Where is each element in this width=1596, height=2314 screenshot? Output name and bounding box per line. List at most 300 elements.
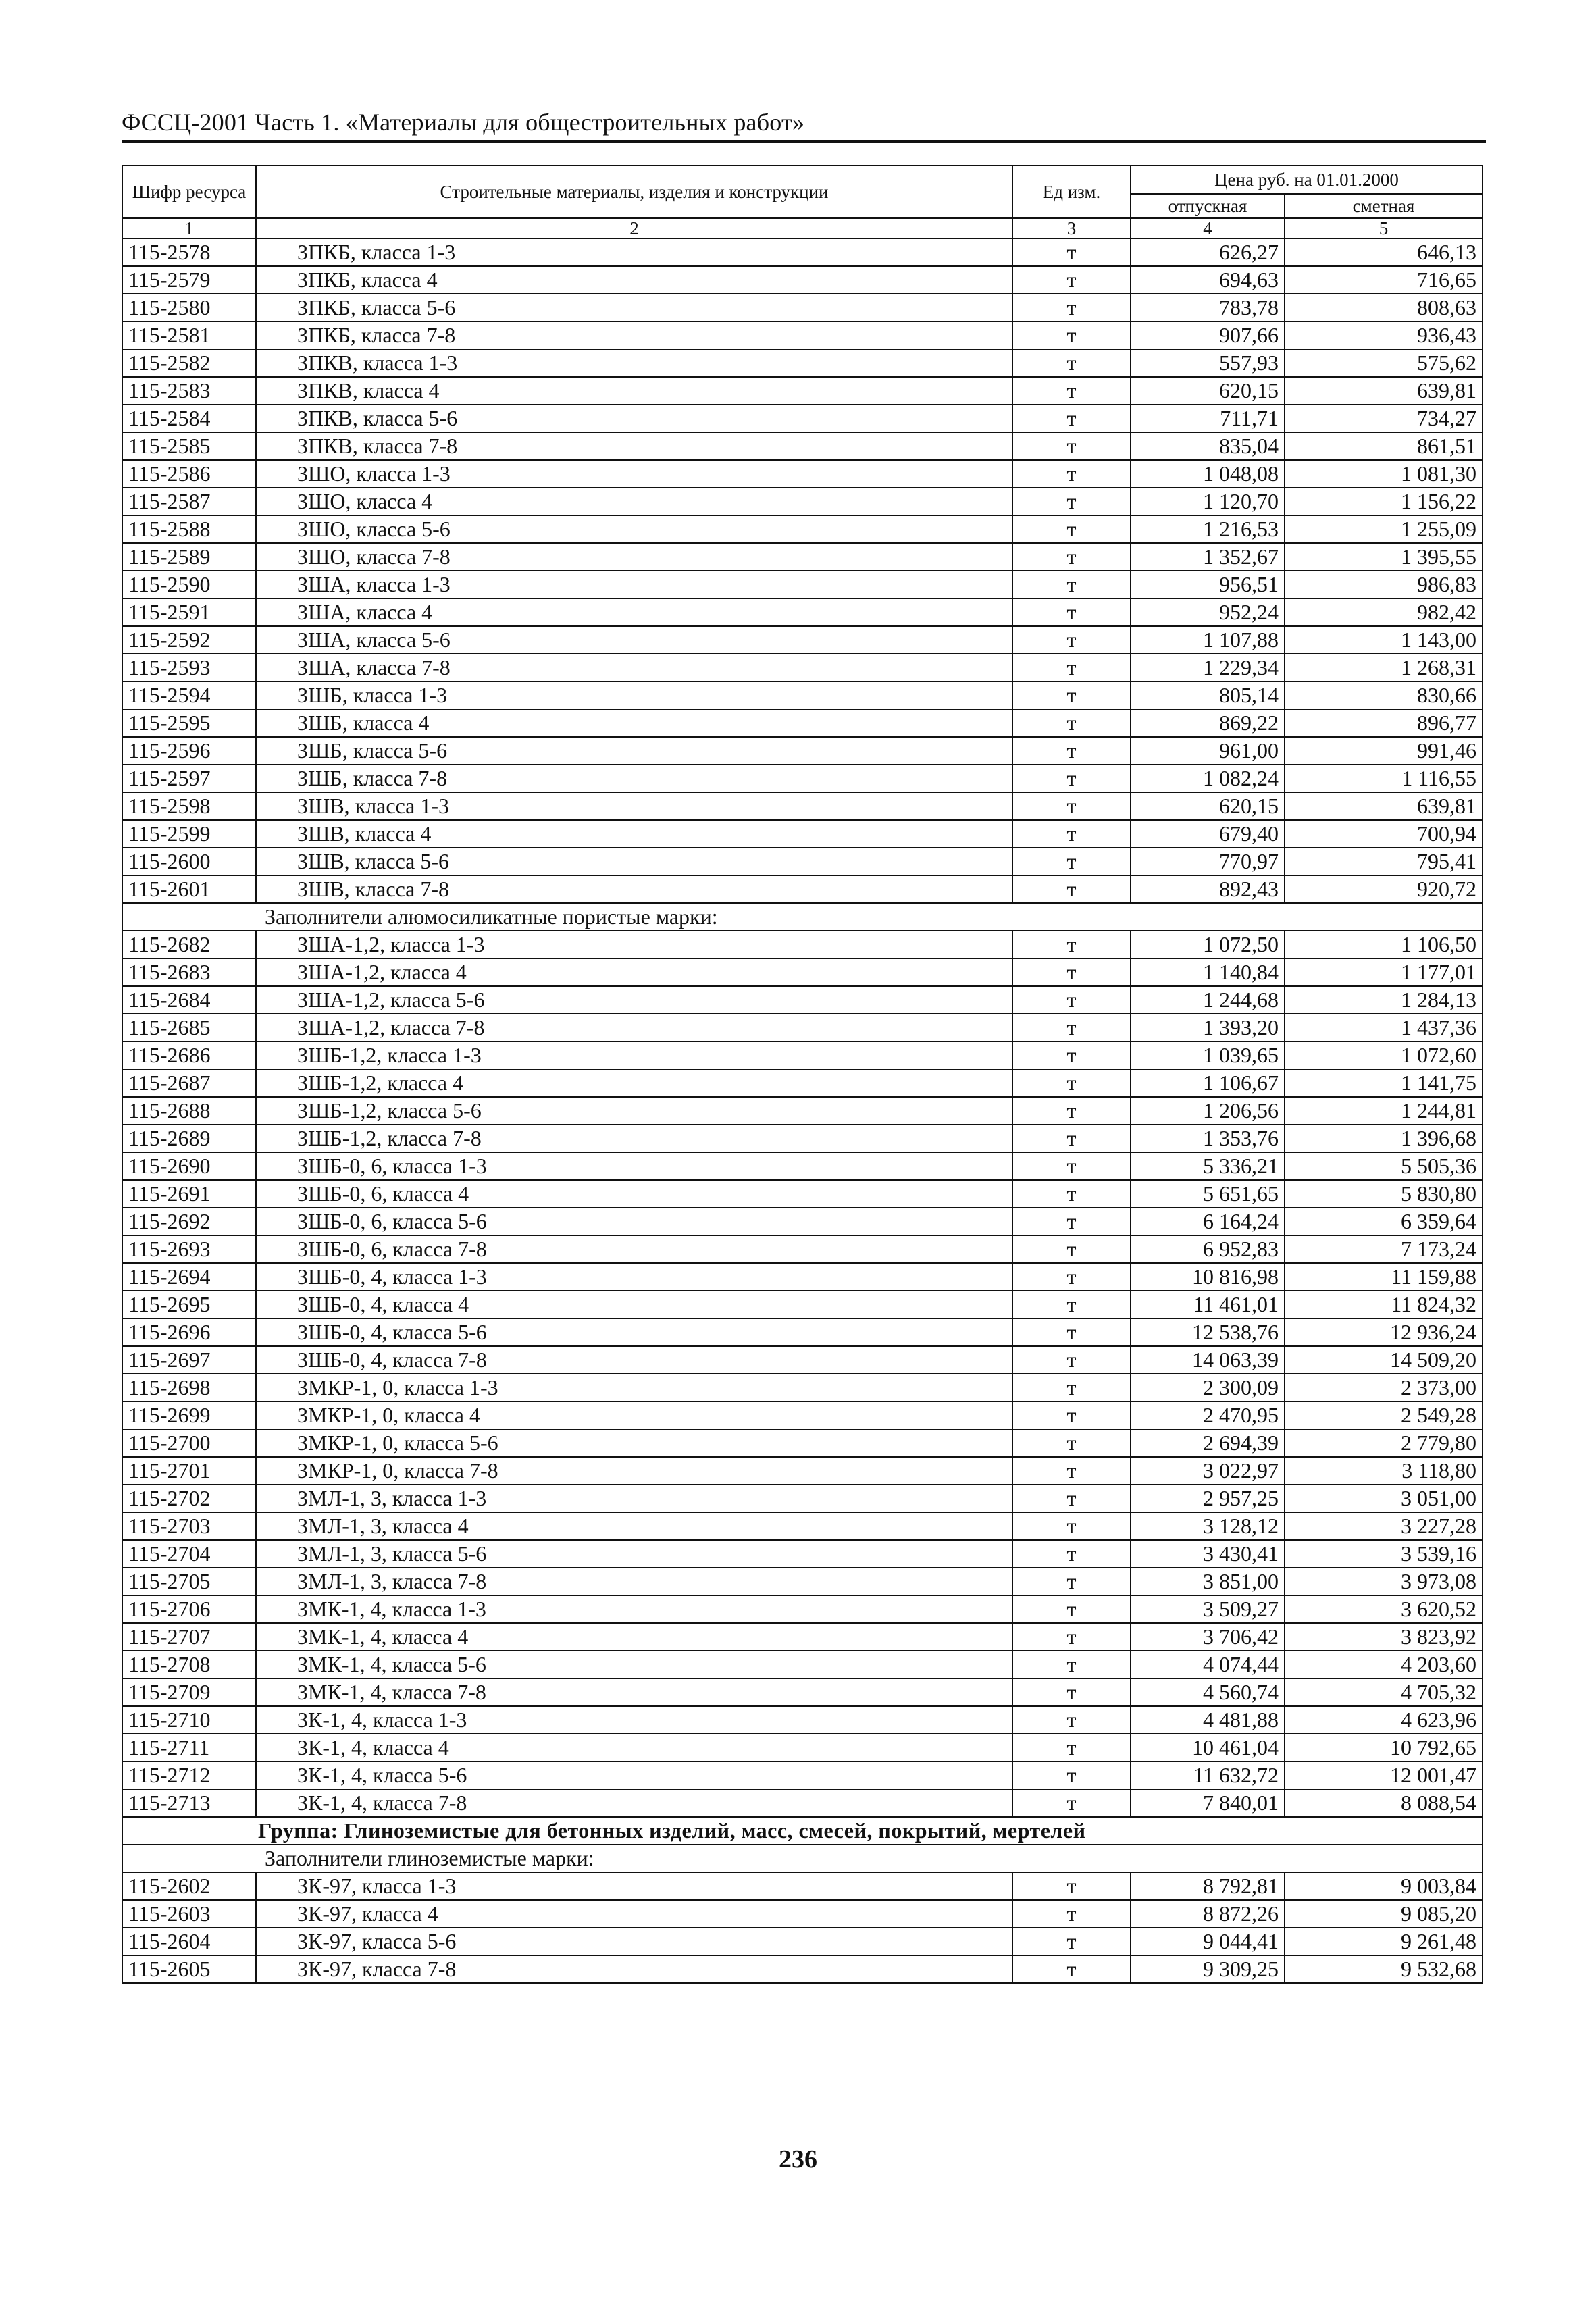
release-price: 1 244,68 <box>1131 986 1285 1014</box>
header-code: Шифр ресурса <box>122 165 256 218</box>
resource-code: 115-2592 <box>122 626 256 654</box>
estimate-price: 1 284,13 <box>1285 986 1483 1014</box>
resource-code: 115-2700 <box>122 1429 256 1457</box>
release-price: 620,15 <box>1131 377 1285 405</box>
resource-code: 115-2583 <box>122 377 256 405</box>
table-row <box>122 266 1483 294</box>
estimate-price: 3 620,52 <box>1285 1595 1483 1623</box>
table-row <box>122 654 1483 682</box>
material-name: ЗШБ-0, 4, класса 5-6 <box>256 1318 1012 1346</box>
material-name: ЗША, класса 7-8 <box>256 654 1012 682</box>
unit: т <box>1012 1512 1131 1540</box>
table-row <box>122 1512 1483 1540</box>
unit: т <box>1012 1374 1131 1402</box>
release-price: 1 120,70 <box>1131 488 1285 515</box>
material-name: ЗШБ-0, 6, класса 4 <box>256 1180 1012 1208</box>
material-name: ЗША-1,2, класса 7-8 <box>256 1014 1012 1042</box>
table-row <box>122 349 1483 377</box>
table-row <box>122 1263 1483 1291</box>
unit: т <box>1012 1152 1131 1180</box>
unit: т <box>1012 958 1131 986</box>
release-price: 8 872,26 <box>1131 1900 1285 1928</box>
material-name: ЗПКБ, класса 5-6 <box>256 294 1012 322</box>
table-row <box>122 1872 1483 1900</box>
table-row <box>122 1402 1483 1429</box>
table-row <box>122 765 1483 792</box>
unit: т <box>1012 1263 1131 1291</box>
unit: т <box>1012 1042 1131 1069</box>
table-row <box>122 737 1483 765</box>
unit: т <box>1012 1955 1131 1983</box>
estimate-price: 1 255,09 <box>1285 515 1483 543</box>
estimate-price: 9 003,84 <box>1285 1872 1483 1900</box>
material-name: ЗМК-1, 4, класса 1-3 <box>256 1595 1012 1623</box>
release-price: 1 352,67 <box>1131 543 1285 571</box>
material-name: ЗПКВ, класса 7-8 <box>256 432 1012 460</box>
release-price: 694,63 <box>1131 266 1285 294</box>
resource-code: 115-2688 <box>122 1097 256 1125</box>
unit: т <box>1012 598 1131 626</box>
table-row <box>122 571 1483 598</box>
resource-code: 115-2711 <box>122 1734 256 1762</box>
unit: т <box>1012 543 1131 571</box>
table-row <box>122 1429 1483 1457</box>
unit: т <box>1012 1180 1131 1208</box>
resource-code: 115-2684 <box>122 986 256 1014</box>
estimate-price: 11 159,88 <box>1285 1263 1483 1291</box>
material-name: ЗША-1,2, класса 4 <box>256 958 1012 986</box>
estimate-price: 920,72 <box>1285 875 1483 903</box>
table-row <box>122 515 1483 543</box>
estimate-price: 795,41 <box>1285 848 1483 875</box>
release-price: 4 560,74 <box>1131 1678 1285 1706</box>
release-price: 5 336,21 <box>1131 1152 1285 1180</box>
resource-code: 115-2692 <box>122 1208 256 1235</box>
resource-code: 115-2605 <box>122 1955 256 1983</box>
table-row <box>122 377 1483 405</box>
estimate-price: 2 549,28 <box>1285 1402 1483 1429</box>
table-body-part-3 <box>122 1872 1483 1983</box>
estimate-price: 700,94 <box>1285 820 1483 848</box>
release-price: 711,71 <box>1131 405 1285 432</box>
table-row <box>122 1651 1483 1678</box>
material-name: ЗМК-1, 4, класса 7-8 <box>256 1678 1012 1706</box>
release-price: 907,66 <box>1131 322 1285 349</box>
material-name: ЗК-97, класса 7-8 <box>256 1955 1012 1983</box>
estimate-price: 1 072,60 <box>1285 1042 1483 1069</box>
material-name: ЗША-1,2, класса 1-3 <box>256 931 1012 958</box>
unit: т <box>1012 349 1131 377</box>
release-price: 1 107,88 <box>1131 626 1285 654</box>
resource-code: 115-2705 <box>122 1568 256 1595</box>
unit: т <box>1012 1706 1131 1734</box>
table-row <box>122 543 1483 571</box>
estimate-price: 9 261,48 <box>1285 1928 1483 1955</box>
unit: т <box>1012 1623 1131 1651</box>
release-price: 1 140,84 <box>1131 958 1285 986</box>
material-name: ЗШБ-0, 4, класса 4 <box>256 1291 1012 1318</box>
estimate-price: 936,43 <box>1285 322 1483 349</box>
resource-code: 115-2710 <box>122 1706 256 1734</box>
estimate-price: 5 830,80 <box>1285 1180 1483 1208</box>
release-price: 956,51 <box>1131 571 1285 598</box>
estimate-price: 896,77 <box>1285 709 1483 737</box>
resource-code: 115-2590 <box>122 571 256 598</box>
section-row-container <box>122 903 1483 931</box>
unit: т <box>1012 1595 1131 1623</box>
unit: т <box>1012 875 1131 903</box>
table-row <box>122 1762 1483 1789</box>
table-row <box>122 1152 1483 1180</box>
resource-code: 115-2694 <box>122 1263 256 1291</box>
material-name: ЗШВ, класса 1-3 <box>256 792 1012 820</box>
table-row <box>122 294 1483 322</box>
table-row <box>122 238 1483 266</box>
material-name: ЗША, класса 4 <box>256 598 1012 626</box>
group-heading: Группа: Глиноземистые для бетонных изделий, масс, смесей, покрытий, мертелей <box>122 1817 1483 1845</box>
price-table <box>122 165 1483 1984</box>
resource-code: 115-2685 <box>122 1014 256 1042</box>
release-price: 770,97 <box>1131 848 1285 875</box>
table-row <box>122 432 1483 460</box>
estimate-price: 1 395,55 <box>1285 543 1483 571</box>
resource-code: 115-2582 <box>122 349 256 377</box>
release-price: 869,22 <box>1131 709 1285 737</box>
unit: т <box>1012 322 1131 349</box>
resource-code: 115-2699 <box>122 1402 256 1429</box>
material-name: ЗМКР-1, 0, класса 1-3 <box>256 1374 1012 1402</box>
group-row-container <box>122 1817 1483 1872</box>
resource-code: 115-2586 <box>122 460 256 488</box>
resource-code: 115-2604 <box>122 1928 256 1955</box>
resource-code: 115-2584 <box>122 405 256 432</box>
header-estimate-price: сметная <box>1285 194 1483 218</box>
material-name: ЗК-97, класса 4 <box>256 1900 1012 1928</box>
release-price: 961,00 <box>1131 737 1285 765</box>
unit: т <box>1012 626 1131 654</box>
estimate-price: 3 227,28 <box>1285 1512 1483 1540</box>
unit: т <box>1012 654 1131 682</box>
release-price: 1 393,20 <box>1131 1014 1285 1042</box>
estimate-price: 2 779,80 <box>1285 1429 1483 1457</box>
estimate-price: 3 051,00 <box>1285 1485 1483 1512</box>
resource-code: 115-2593 <box>122 654 256 682</box>
unit: т <box>1012 238 1131 266</box>
unit: т <box>1012 1485 1131 1512</box>
table-row <box>122 626 1483 654</box>
unit: т <box>1012 1014 1131 1042</box>
unit: т <box>1012 1540 1131 1568</box>
page-number: 236 <box>779 2145 817 2174</box>
estimate-price: 982,42 <box>1285 598 1483 626</box>
material-name: ЗМЛ-1, 3, класса 4 <box>256 1512 1012 1540</box>
material-name: ЗШО, класса 4 <box>256 488 1012 515</box>
table-row <box>122 1457 1483 1485</box>
resource-code: 115-2712 <box>122 1762 256 1789</box>
release-price: 2 300,09 <box>1131 1374 1285 1402</box>
estimate-price: 1 106,50 <box>1285 931 1483 958</box>
material-name: ЗМК-1, 4, класса 4 <box>256 1623 1012 1651</box>
unit: т <box>1012 1651 1131 1678</box>
estimate-price: 4 705,32 <box>1285 1678 1483 1706</box>
estimate-price: 1 437,36 <box>1285 1014 1483 1042</box>
resource-code: 115-2596 <box>122 737 256 765</box>
table-row <box>122 1540 1483 1568</box>
header-unit: Ед изм. <box>1012 165 1131 218</box>
resource-code: 115-2702 <box>122 1485 256 1512</box>
resource-code: 115-2682 <box>122 931 256 958</box>
material-name: ЗШБ-0, 6, класса 5-6 <box>256 1208 1012 1235</box>
unit: т <box>1012 820 1131 848</box>
material-name: ЗШВ, класса 7-8 <box>256 875 1012 903</box>
release-price: 3 851,00 <box>1131 1568 1285 1595</box>
resource-code: 115-2591 <box>122 598 256 626</box>
resource-code: 115-2690 <box>122 1152 256 1180</box>
material-name: ЗШБ-1,2, класса 1-3 <box>256 1042 1012 1069</box>
release-price: 626,27 <box>1131 238 1285 266</box>
table-row <box>122 848 1483 875</box>
table-row <box>122 1928 1483 1955</box>
material-name: ЗША, класса 5-6 <box>256 626 1012 654</box>
estimate-price: 1 244,81 <box>1285 1097 1483 1125</box>
material-name: ЗМЛ-1, 3, класса 7-8 <box>256 1568 1012 1595</box>
material-name: ЗШБ-1,2, класса 5-6 <box>256 1097 1012 1125</box>
release-price: 3 430,41 <box>1131 1540 1285 1568</box>
release-price: 2 470,95 <box>1131 1402 1285 1429</box>
material-name: ЗПКБ, класса 4 <box>256 266 1012 294</box>
table-row <box>122 958 1483 986</box>
table-row <box>122 1097 1483 1125</box>
resource-code: 115-2701 <box>122 1457 256 1485</box>
estimate-price: 3 973,08 <box>1285 1568 1483 1595</box>
estimate-price: 11 824,32 <box>1285 1291 1483 1318</box>
resource-code: 115-2704 <box>122 1540 256 1568</box>
unit: т <box>1012 294 1131 322</box>
estimate-price: 2 373,00 <box>1285 1374 1483 1402</box>
material-name: ЗШВ, класса 5-6 <box>256 848 1012 875</box>
table-row <box>122 1485 1483 1512</box>
estimate-price: 639,81 <box>1285 377 1483 405</box>
estimate-price: 1 268,31 <box>1285 654 1483 682</box>
estimate-price: 734,27 <box>1285 405 1483 432</box>
resource-code: 115-2595 <box>122 709 256 737</box>
table-row <box>122 1900 1483 1928</box>
table-row <box>122 709 1483 737</box>
table-row <box>122 1955 1483 1983</box>
table-row <box>122 682 1483 709</box>
header-price: Цена руб. на 01.01.2000 <box>1131 165 1483 194</box>
column-number: 3 <box>1012 218 1131 238</box>
header-release-price: отпускная <box>1131 194 1285 218</box>
table-row <box>122 1678 1483 1706</box>
table-row <box>122 931 1483 958</box>
release-price: 892,43 <box>1131 875 1285 903</box>
resource-code: 115-2594 <box>122 682 256 709</box>
section-heading-alumina: Заполнители глиноземистые марки: <box>122 1845 1483 1872</box>
material-name: ЗШО, класса 5-6 <box>256 515 1012 543</box>
release-price: 1 048,08 <box>1131 460 1285 488</box>
table-head <box>122 165 1483 238</box>
estimate-price: 14 509,20 <box>1285 1346 1483 1374</box>
release-price: 1 039,65 <box>1131 1042 1285 1069</box>
release-price: 1 106,67 <box>1131 1069 1285 1097</box>
resource-code: 115-2597 <box>122 765 256 792</box>
table-row <box>122 1291 1483 1318</box>
table-row <box>122 820 1483 848</box>
estimate-price: 1 081,30 <box>1285 460 1483 488</box>
column-number: 4 <box>1131 218 1285 238</box>
estimate-price: 3 118,80 <box>1285 1457 1483 1485</box>
release-price: 620,15 <box>1131 792 1285 820</box>
resource-code: 115-2696 <box>122 1318 256 1346</box>
column-number: 5 <box>1285 218 1483 238</box>
material-name: ЗМКР-1, 0, класса 4 <box>256 1402 1012 1429</box>
resource-code: 115-2588 <box>122 515 256 543</box>
unit: т <box>1012 1208 1131 1235</box>
table-row <box>122 1374 1483 1402</box>
release-price: 6 952,83 <box>1131 1235 1285 1263</box>
unit: т <box>1012 1734 1131 1762</box>
material-name: ЗШБ-0, 6, класса 7-8 <box>256 1235 1012 1263</box>
estimate-price: 5 505,36 <box>1285 1152 1483 1180</box>
table-row <box>122 1235 1483 1263</box>
release-price: 952,24 <box>1131 598 1285 626</box>
header-name: Строительные материалы, изделия и конструкции <box>256 165 1012 218</box>
material-name: ЗШБ, класса 7-8 <box>256 765 1012 792</box>
unit: т <box>1012 1678 1131 1706</box>
estimate-price: 7 173,24 <box>1285 1235 1483 1263</box>
material-name: ЗША-1,2, класса 5-6 <box>256 986 1012 1014</box>
estimate-price: 991,46 <box>1285 737 1483 765</box>
release-price: 5 651,65 <box>1131 1180 1285 1208</box>
unit: т <box>1012 515 1131 543</box>
table-row <box>122 460 1483 488</box>
estimate-price: 986,83 <box>1285 571 1483 598</box>
release-price: 1 353,76 <box>1131 1125 1285 1152</box>
release-price: 4 481,88 <box>1131 1706 1285 1734</box>
release-price: 1 229,34 <box>1131 654 1285 682</box>
release-price: 12 538,76 <box>1131 1318 1285 1346</box>
material-name: ЗК-1, 4, класса 5-6 <box>256 1762 1012 1789</box>
material-name: ЗШБ-1,2, класса 7-8 <box>256 1125 1012 1152</box>
resource-code: 115-2691 <box>122 1180 256 1208</box>
unit: т <box>1012 432 1131 460</box>
release-price: 14 063,39 <box>1131 1346 1285 1374</box>
material-name: ЗМК-1, 4, класса 5-6 <box>256 1651 1012 1678</box>
material-name: ЗК-1, 4, класса 4 <box>256 1734 1012 1762</box>
unit: т <box>1012 405 1131 432</box>
release-price: 2 957,25 <box>1131 1485 1285 1512</box>
material-name: ЗШБ-0, 4, класса 7-8 <box>256 1346 1012 1374</box>
table-row <box>122 1014 1483 1042</box>
estimate-price: 861,51 <box>1285 432 1483 460</box>
resource-code: 115-2713 <box>122 1789 256 1817</box>
unit: т <box>1012 488 1131 515</box>
release-price: 783,78 <box>1131 294 1285 322</box>
unit: т <box>1012 1429 1131 1457</box>
table-row <box>122 792 1483 820</box>
unit: т <box>1012 1235 1131 1263</box>
section-heading-aluminosilicate: Заполнители алюмосиликатные пористые марки: <box>122 903 1483 931</box>
table-row <box>122 1789 1483 1817</box>
estimate-price: 639,81 <box>1285 792 1483 820</box>
release-price: 805,14 <box>1131 682 1285 709</box>
resource-code: 115-2601 <box>122 875 256 903</box>
estimate-price: 12 001,47 <box>1285 1762 1483 1789</box>
resource-code: 115-2687 <box>122 1069 256 1097</box>
material-name: ЗШБ-0, 4, класса 1-3 <box>256 1263 1012 1291</box>
estimate-price: 1 177,01 <box>1285 958 1483 986</box>
estimate-price: 830,66 <box>1285 682 1483 709</box>
release-price: 3 509,27 <box>1131 1595 1285 1623</box>
unit: т <box>1012 377 1131 405</box>
estimate-price: 4 203,60 <box>1285 1651 1483 1678</box>
resource-code: 115-2587 <box>122 488 256 515</box>
release-price: 3 128,12 <box>1131 1512 1285 1540</box>
resource-code: 115-2683 <box>122 958 256 986</box>
release-price: 10 816,98 <box>1131 1263 1285 1291</box>
table-row <box>122 1069 1483 1097</box>
release-price: 4 074,44 <box>1131 1651 1285 1678</box>
unit: т <box>1012 266 1131 294</box>
release-price: 2 694,39 <box>1131 1429 1285 1457</box>
resource-code: 115-2693 <box>122 1235 256 1263</box>
table-row <box>122 1623 1483 1651</box>
unit: т <box>1012 1568 1131 1595</box>
resource-code: 115-2695 <box>122 1291 256 1318</box>
table-row <box>122 1208 1483 1235</box>
unit: т <box>1012 460 1131 488</box>
release-price: 1 082,24 <box>1131 765 1285 792</box>
material-name: ЗШБ, класса 4 <box>256 709 1012 737</box>
estimate-price: 808,63 <box>1285 294 1483 322</box>
material-name: ЗШБ, класса 1-3 <box>256 682 1012 709</box>
material-name: ЗШО, класса 7-8 <box>256 543 1012 571</box>
unit: т <box>1012 792 1131 820</box>
release-price: 10 461,04 <box>1131 1734 1285 1762</box>
resource-code: 115-2578 <box>122 238 256 266</box>
estimate-price: 8 088,54 <box>1285 1789 1483 1817</box>
unit: т <box>1012 848 1131 875</box>
unit: т <box>1012 1097 1131 1125</box>
estimate-price: 10 792,65 <box>1285 1734 1483 1762</box>
release-price: 11 632,72 <box>1131 1762 1285 1789</box>
release-price: 679,40 <box>1131 820 1285 848</box>
release-price: 1 216,53 <box>1131 515 1285 543</box>
unit: т <box>1012 1900 1131 1928</box>
unit: т <box>1012 682 1131 709</box>
unit: т <box>1012 1762 1131 1789</box>
material-name: ЗША, класса 1-3 <box>256 571 1012 598</box>
resource-code: 115-2579 <box>122 266 256 294</box>
resource-code: 115-2598 <box>122 792 256 820</box>
resource-code: 115-2698 <box>122 1374 256 1402</box>
table-row <box>122 1125 1483 1152</box>
resource-code: 115-2581 <box>122 322 256 349</box>
resource-code: 115-2707 <box>122 1623 256 1651</box>
resource-code: 115-2709 <box>122 1678 256 1706</box>
material-name: ЗШБ-0, 6, класса 1-3 <box>256 1152 1012 1180</box>
estimate-price: 3 823,92 <box>1285 1623 1483 1651</box>
resource-code: 115-2708 <box>122 1651 256 1678</box>
material-name: ЗПКВ, класса 4 <box>256 377 1012 405</box>
material-name: ЗМЛ-1, 3, класса 1-3 <box>256 1485 1012 1512</box>
resource-code: 115-2600 <box>122 848 256 875</box>
table-row <box>122 1042 1483 1069</box>
material-name: ЗК-97, класса 1-3 <box>256 1872 1012 1900</box>
estimate-price: 6 359,64 <box>1285 1208 1483 1235</box>
release-price: 9 044,41 <box>1131 1928 1285 1955</box>
